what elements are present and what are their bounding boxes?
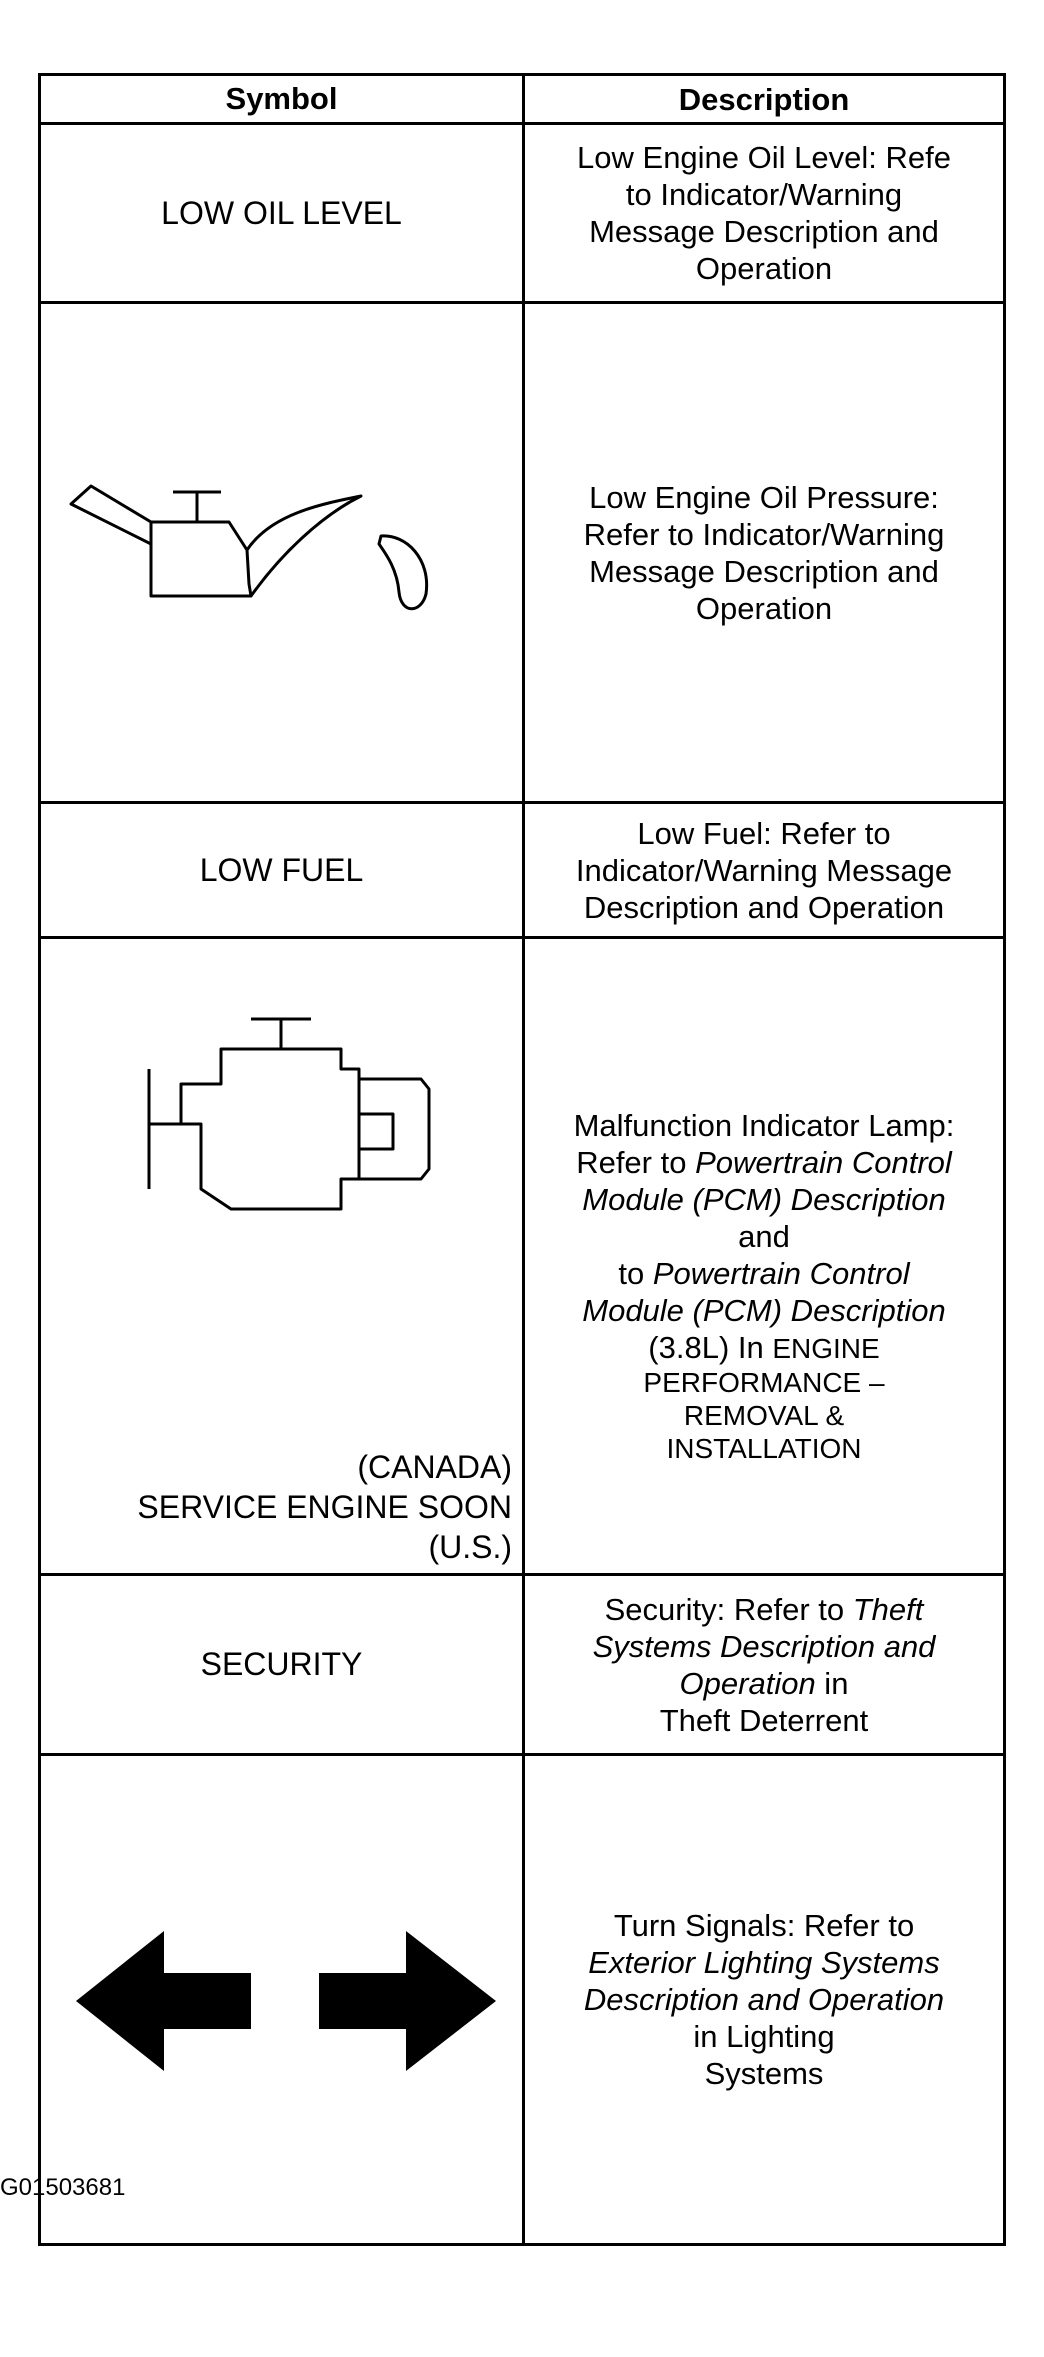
- symbol-text: SECURITY: [200, 1646, 363, 1682]
- table-row: [41, 304, 1003, 804]
- description-line: [576, 1144, 952, 1181]
- description-text: to: [618, 1256, 653, 1291]
- description-link-text: Description and Operation: [583, 1982, 945, 2017]
- header-description: Description: [678, 81, 850, 117]
- symbol-cell: [41, 125, 525, 301]
- table-row: [41, 1756, 1003, 2243]
- description-cell: [525, 125, 1003, 301]
- description-line: [593, 1628, 936, 1665]
- left-arrow-icon: [76, 1931, 251, 2071]
- description-link-text: Module (PCM) Description: [582, 1293, 946, 1328]
- description-line: Message Description and: [589, 553, 939, 589]
- table-row: [41, 1576, 1003, 1756]
- table-row: [41, 125, 1003, 304]
- description-cell: [525, 804, 1003, 936]
- description-cell: [525, 939, 1003, 1573]
- description-line: to Indicator/Warning: [625, 177, 903, 212]
- description-line: Operation: [695, 251, 833, 286]
- description-line: Malfunction Indicator Lamp:: [573, 1108, 955, 1143]
- description-line: [680, 1665, 849, 1702]
- symbol-text: LOW OIL LEVEL: [161, 194, 402, 231]
- symbol-cell: [41, 1576, 525, 1753]
- symbol-caption: [137, 1447, 512, 1567]
- description-text: in: [815, 1665, 849, 1701]
- symbol-cell: [41, 804, 525, 936]
- description-line: Turn Signals: Refer to: [613, 1908, 915, 1943]
- symbol-cell: [41, 304, 525, 801]
- symbol-cell: [41, 1756, 525, 2243]
- description-line: in Lighting: [693, 2019, 835, 2054]
- description-line: Message Description and: [589, 214, 939, 249]
- oil-can-icon: [61, 464, 511, 644]
- description-link-text: Powertrain Control: [652, 1256, 910, 1291]
- description-line: REMOVAL &: [683, 1400, 845, 1431]
- description-line: PERFORMANCE –: [643, 1367, 885, 1398]
- description-text: (3.8L) In: [648, 1330, 773, 1365]
- description-line: [588, 1944, 939, 1981]
- description-link-text: Exterior Lighting Systems: [588, 1945, 940, 1980]
- header-symbol: Symbol: [41, 76, 525, 122]
- description-link-text: Theft: [852, 1591, 924, 1627]
- description-line: Low Engine Oil Level: Refe: [577, 140, 951, 175]
- engine-icon: [141, 1009, 461, 1249]
- description-text: ENGINE: [772, 1333, 880, 1364]
- caption-line: (U.S.): [428, 1529, 512, 1565]
- symbol-text: LOW FUEL: [199, 851, 364, 888]
- description-cell: [525, 1576, 1003, 1753]
- description-text: Refer to: [576, 1145, 696, 1180]
- table-header-row: [41, 76, 1003, 125]
- description-line: Low Fuel: Refer to: [637, 815, 891, 851]
- description-link-text: Operation: [679, 1665, 816, 1701]
- description-line: and: [738, 1219, 790, 1254]
- description-line: INSTALLATION: [666, 1433, 862, 1464]
- description-cell: [525, 304, 1003, 801]
- symbol-table: [38, 73, 1006, 2246]
- description-cell: [525, 1756, 1003, 2243]
- description-line: [618, 1255, 909, 1292]
- symbol-cell: [41, 939, 525, 1573]
- right-arrow-icon: [319, 1931, 496, 2071]
- description-line: [582, 1181, 946, 1218]
- caption-line: SERVICE ENGINE SOON: [137, 1489, 512, 1525]
- table-row: [41, 804, 1003, 939]
- description-line: [605, 1591, 924, 1628]
- description-line: [584, 1981, 944, 2018]
- description-line: Refer to Indicator/Warning: [583, 516, 945, 552]
- description-line: Description and Operation: [583, 889, 945, 925]
- description-link-text: Powertrain Control: [695, 1145, 952, 1180]
- description-line: [582, 1292, 946, 1329]
- description-line: [648, 1329, 879, 1366]
- description-line: Systems: [704, 2056, 824, 2091]
- turn-signal-arrows-icon: [76, 1931, 496, 2071]
- description-line: Theft Deterrent: [659, 1702, 869, 1738]
- description-line: Operation: [695, 590, 833, 626]
- description-text: Security: Refer to: [604, 1591, 853, 1627]
- description-line: Indicator/Warning Message: [575, 852, 953, 888]
- description-line: Low Engine Oil Pressure:: [589, 479, 939, 515]
- description-link-text: Systems Description and: [592, 1628, 936, 1664]
- table-row: [41, 939, 1003, 1576]
- caption-line: (CANADA): [357, 1449, 512, 1485]
- description-link-text: Module (PCM) Description: [582, 1182, 946, 1217]
- figure-code: G01503681: [0, 2174, 126, 2201]
